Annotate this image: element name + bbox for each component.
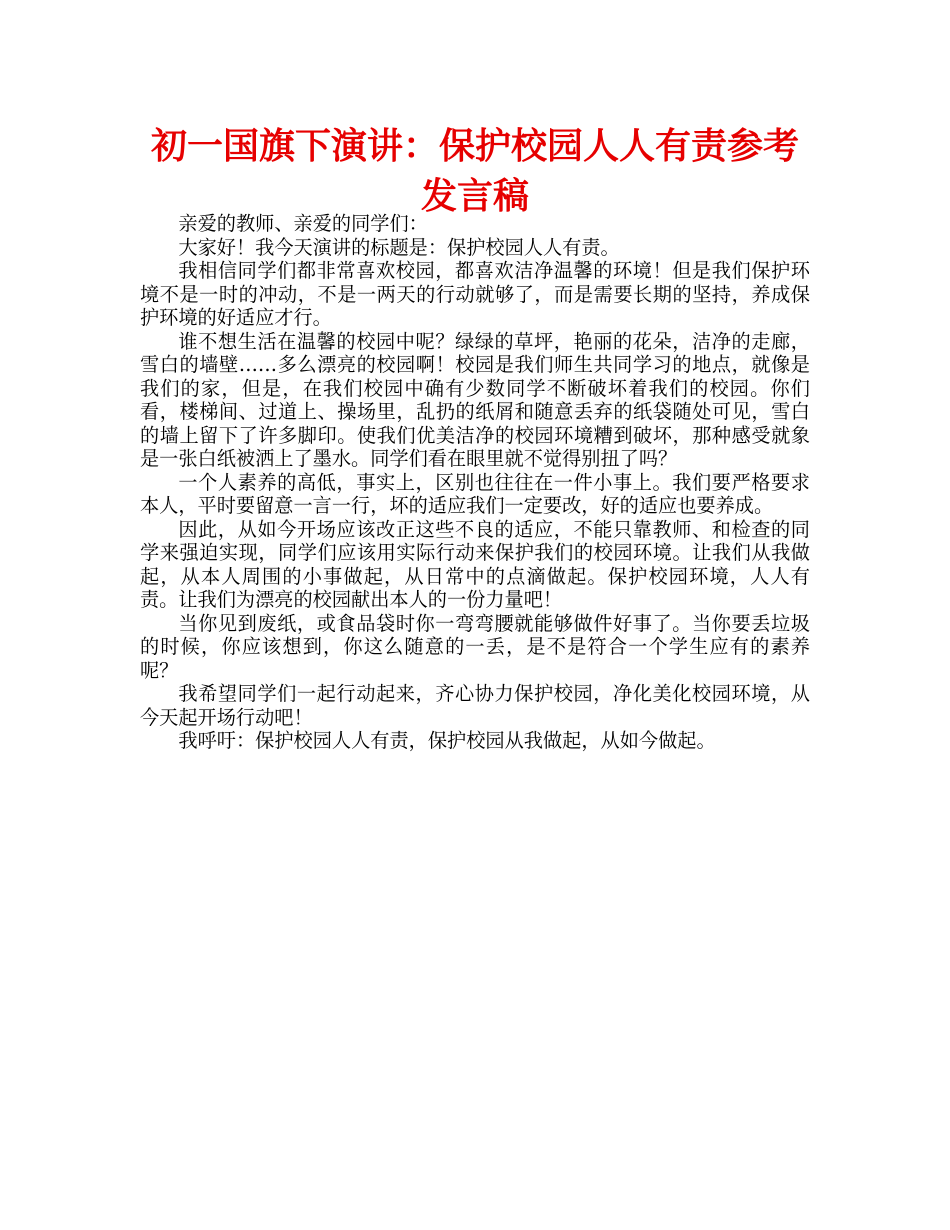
paragraph-5: 一个人素养的高低，事实上，区别也往往在一件小事上。我们要严格要求本人，平时要留意一言一行，坏的适应我们一定要改，好的适应也要养成。 [140, 470, 810, 517]
document-title: 初一国旗下演讲：保护校园人人有责参考发言稿 [150, 126, 799, 217]
paragraph-intro: 大家好！我今天演讲的标题是：保护校园人人有责。 [178, 235, 620, 259]
paragraph-3: 我相信同学们都非常喜欢校园，都喜欢洁净温馨的环境！但是我们保护环境不是一时的冲动，不是一两天的行动就够了，而是需要长期的坚持，养成保护环境的好适应才行。 [140, 259, 810, 329]
paragraph-7: 当你见到废纸，或食品袋时你一弯弯腰就能够做件好事了。当你要丢垃圾的时候，你应该想到，你这么随意的一丢，是不是符合一个学生应有的素养呢？ [140, 611, 810, 682]
paragraph-6: 因此，从如今开场应该改正这些不良的适应，不能只靠教师、和检查的同学来强迫实现，同学们应该用实际行动来保护我们的校园环境。让我们从我做起，从本人周围的小事做起，从日常中的点滴做起。保护校园环境，人人有责。让我们为漂亮的校园献出本人的一份力量吧！ [140, 517, 810, 611]
paragraph-greeting: 亲爱的教师、亲爱的同学们： [178, 212, 428, 235]
paragraph-8: 我希望同学们一起行动起来，齐心协力保护校园，净化美化校园环境，从今天起开场行动吧！ [140, 682, 810, 729]
document-body [140, 212, 810, 753]
paragraph-closing: 我呼吁：保护校园人人有责，保护校园从我做起，从如今做起。 [178, 729, 716, 752]
paragraph-4: 谁不想生活在温馨的校园中呢？绿绿的草坪，艳丽的花朵，洁净的走廊，雪白的墙壁……多么漂亮的校园啊！校园是我们师生共同学习的地点，就像是我们的家，但是，在我们校园中确有少数同学不断破坏着我们的校园。你们看，楼梯间、过道上、操场里，乱扔的纸屑和随意丢弃的纸袋随处可见，雪白的墙上留下了许多脚印。使我们优美洁净的校园环境糟到破坏，那种感受就象是一张白纸被洒上了墨水。同学们看在眼里就不觉得别扭了吗？ [140, 329, 810, 470]
